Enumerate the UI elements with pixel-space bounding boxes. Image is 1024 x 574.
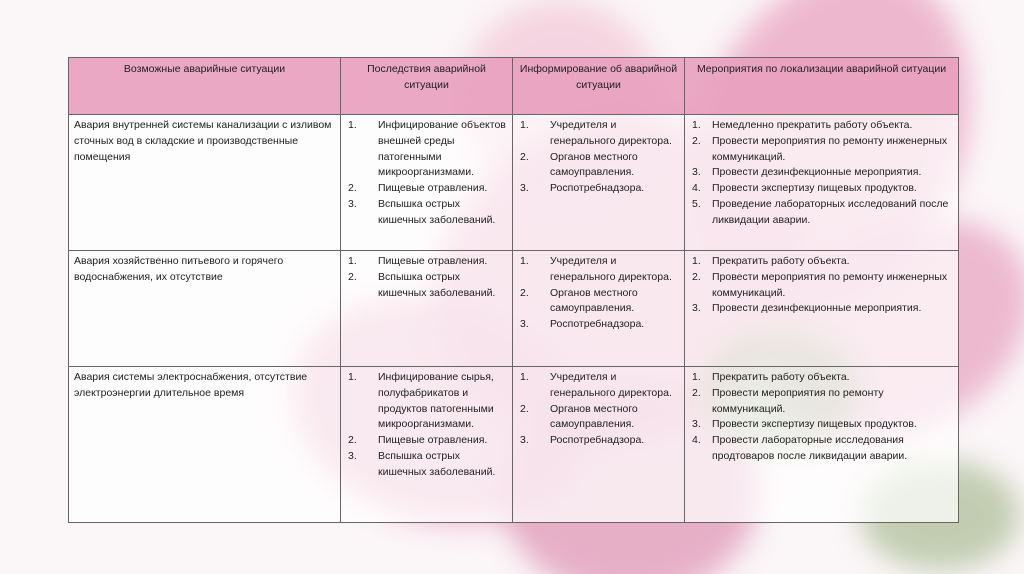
list-item: 1. Пищевые отравления. <box>348 255 488 267</box>
header-measures: Мероприятия по локализации аварийной ситуации <box>685 58 959 115</box>
list-item: 2. Провести мероприятия по ремонту инженерных коммуникаций. <box>692 134 948 163</box>
list-item: 4. Провести экспертизу пищевых продуктов. <box>692 182 917 194</box>
list-item: 2. Пищевые отравления. <box>348 434 488 446</box>
list-item: 5. Проведение лабораторных исследований после ликвидации аварии. <box>692 197 949 226</box>
header-informing: Информирование об аварийной ситуации <box>513 58 685 115</box>
list-item: 2. Органов местного самоуправления. <box>520 402 638 431</box>
situation-cell: Авария внутренней системы канализации с изливом сточных вод в складские и производственные помещения <box>69 115 341 251</box>
list-item: 2. Органов местного самоуправления. <box>520 286 638 315</box>
measures-cell <box>685 115 959 251</box>
header-situations: Возможные аварийные ситуации <box>69 58 341 115</box>
list-item: 1. Инфицирование объектов внешней среды патогенными микроорганизмами. <box>348 119 506 179</box>
list-item: 3. Роспотребнадзора. <box>520 182 645 194</box>
list-item: 3. Вспышка острых кишечных заболеваний. <box>348 449 496 478</box>
list-item: 1. Учредителя и генерального директора. <box>520 255 672 283</box>
list-item: 2. Провести мероприятия по ремонту инженерных коммуникаций. <box>692 270 948 299</box>
emergency-situations-table <box>68 57 959 523</box>
inform-cell <box>513 115 685 251</box>
list-item: 1. Прекратить работу объекта. <box>692 371 850 383</box>
situation-cell: Авария системы электроснабжения, отсутствие электроэнергии длительное время <box>69 367 341 523</box>
list-item: 3. Провести дезинфекционные мероприятия. <box>692 166 922 179</box>
list-item: 3. Провести экспертизу пищевых продуктов. <box>692 418 917 431</box>
inform-cell <box>513 367 685 523</box>
list-item: 3. Вспышка острых кишечных заболеваний. <box>348 197 496 226</box>
table-row <box>69 367 959 523</box>
measures-cell <box>685 367 959 523</box>
header-consequences: Последствия аварийной ситуации <box>341 58 513 115</box>
table-row <box>69 251 959 367</box>
list-item: 1. Прекратить работу объекта. <box>692 255 850 267</box>
list-item: 1. Немедленно прекратить работу объекта. <box>692 119 913 131</box>
list-item: 2. Пищевые отравления. <box>348 182 488 194</box>
list-item: 1. Учредителя и генерального директора. <box>520 371 672 399</box>
table-header-row <box>69 58 959 115</box>
list-item: 1. Учредителя и генерального директора. <box>520 119 672 147</box>
measures-cell <box>685 251 959 367</box>
consequences-cell <box>341 115 513 251</box>
consequences-cell <box>341 251 513 367</box>
list-item: 3. Роспотребнадзора. <box>520 434 645 446</box>
list-item: 3. Роспотребнадзора. <box>520 318 645 330</box>
consequences-cell <box>341 367 513 523</box>
list-item: 2. Провести мероприятия по ремонту коммуникаций. <box>692 386 884 415</box>
list-item: 3. Провести дезинфекционные мероприятия. <box>692 302 922 315</box>
list-item: 1. Инфицирование сырья, полуфабрикатов и продуктов патогенными микроорганизмами. <box>348 371 494 431</box>
list-item: 2. Вспышка острых кишечных заболеваний. <box>348 270 496 299</box>
table-row <box>69 115 959 251</box>
list-item: 2. Органов местного самоуправления. <box>520 150 638 179</box>
situation-cell: Авария хозяйственно питьевого и горячего водоснабжения, их отсутствие <box>69 251 341 367</box>
inform-cell <box>513 251 685 367</box>
list-item: 4. Провести лабораторные исследования продтоваров после ликвидации аварии. <box>692 434 908 462</box>
